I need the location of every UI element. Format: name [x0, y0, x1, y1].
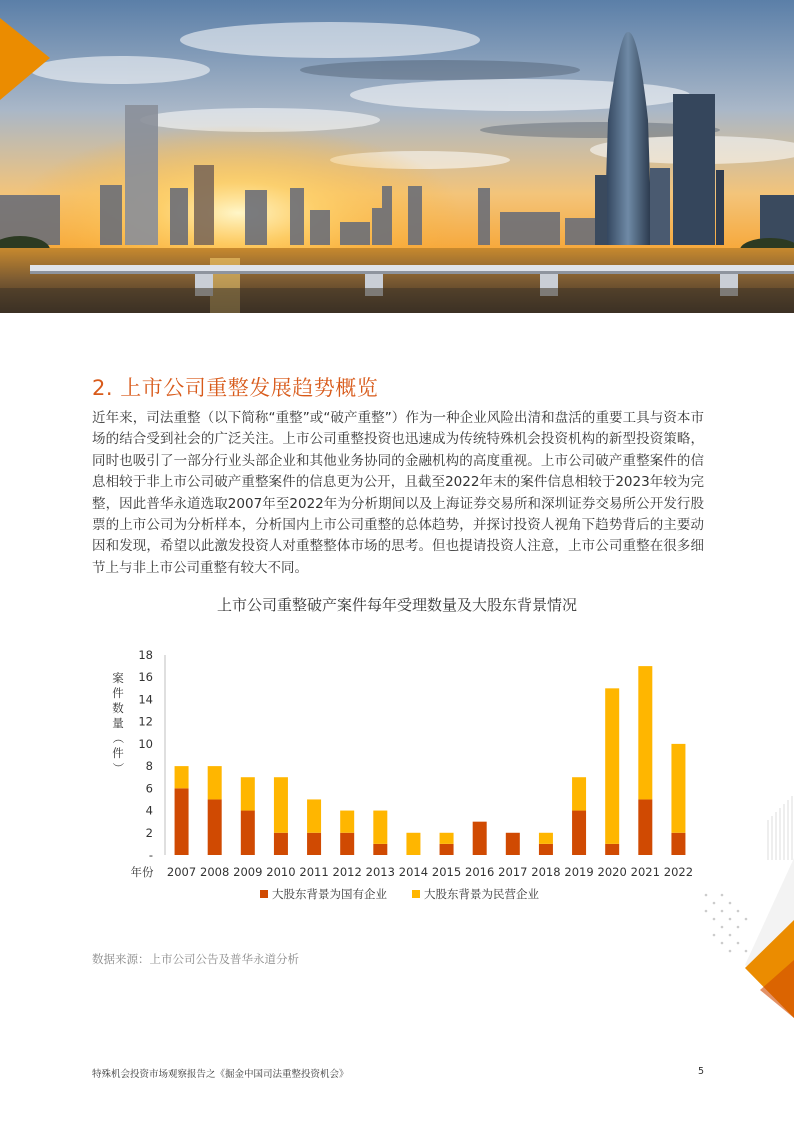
x-tick-label: 2020	[597, 865, 627, 879]
x-tick-label: 2014	[398, 865, 429, 879]
bar-soe-2011	[307, 833, 321, 855]
bar-soe-2007	[175, 788, 189, 855]
chart-svg	[100, 640, 700, 915]
bar-soe-2015	[440, 844, 454, 855]
x-tick-label: 2015	[431, 865, 462, 879]
x-tick-label: 2008	[200, 865, 230, 879]
x-tick-label: 2022	[663, 865, 694, 879]
bar-soe-2018	[539, 844, 553, 855]
y-tick-label: 18	[138, 648, 153, 662]
x-tick-label: 2011	[299, 865, 329, 879]
footer-report-title: 特殊机会投资市场观察报告之《掘金中国司法重整投资机会》	[92, 1069, 349, 1080]
y-axis-label-char: 案	[112, 671, 124, 685]
bar-soe-2017	[506, 833, 520, 855]
y-tick-label: 6	[145, 781, 153, 796]
y-tick-label: 16	[138, 670, 153, 685]
y-axis-label-char: 量	[112, 716, 124, 730]
bar-soe-2013	[373, 844, 387, 855]
y-axis-label-char: 件	[112, 746, 124, 760]
bar-private-2009	[241, 777, 255, 810]
bar-soe-2016	[473, 822, 487, 855]
bar-soe-2009	[241, 811, 255, 855]
x-tick-label: 2009	[233, 865, 263, 879]
y-tick-label: 14	[138, 692, 153, 707]
bar-private-2011	[307, 799, 321, 832]
bar-soe-2020	[605, 844, 619, 855]
bar-private-2007	[175, 766, 189, 788]
bar-private-2014	[406, 833, 420, 855]
y-axis-label-char: （	[111, 732, 125, 744]
legend-swatch-soe	[260, 890, 268, 898]
x-tick-label: 2013	[365, 865, 395, 879]
bar-soe-2010	[274, 833, 288, 855]
legend-swatch-private	[412, 890, 420, 898]
y-axis-label-char: 件	[112, 686, 124, 700]
y-tick-label: 10	[138, 736, 153, 751]
legend-label-soe: 大股东背景为国有企业	[272, 887, 387, 901]
bar-private-2010	[274, 777, 288, 833]
bar-private-2021	[638, 666, 652, 799]
bar-soe-2012	[340, 833, 354, 855]
y-tick-label: -	[148, 848, 153, 862]
bar-private-2018	[539, 833, 553, 844]
y-axis-label-char: ）	[111, 762, 125, 774]
y-axis-label-char: 数	[112, 701, 124, 715]
bar-soe-2008	[208, 799, 222, 855]
data-source-note: 数据来源：上市公司公告及普华永道分析	[92, 952, 299, 966]
bar-private-2020	[605, 688, 619, 844]
chart-title: 上市公司重整破产案件每年受理数量及大股东背景情况	[216, 596, 577, 614]
bar-private-2015	[440, 833, 454, 844]
y-tick-label: 4	[145, 803, 153, 818]
body-paragraph: 近年来，司法重整（以下简称“重整”或“破产重整”）作为一种企业风险出清和盘活的重要工具与资本市场的结合受到社会的广泛关注。上市公司重整投资也迅速成为传统特殊机会投资机构的新型投资策略，同时也吸引了一部分行业头部企业和其他业务协同的金融机构的高度重视。上市公司破产重整案件的信息相较于非上市公司破产重整案件的信息更为公开，且截至2022年末的案件信息相较于2023年较为完整，因此普华永道选取2007年至2022年为分析期间以及上海证券交易所和深圳证券交易所公开发行股票的上市公司为分析样本，分析国内上市公司重整的总体趋势，并探讨投资人视角下趋势背后的主要动因和发现，希望以此激发投资人对重整整体市场的思考。但也提请投资人注意，上市公司重整在很多细节上与非上市公司重整有较大不同。	[92, 410, 704, 576]
bar-private-2022	[671, 744, 685, 833]
legend-label-private: 大股东背景为民营企业	[424, 887, 539, 901]
y-tick-label: 8	[145, 759, 153, 774]
stacked-bar-chart	[100, 640, 700, 919]
y-tick-label: 12	[138, 714, 153, 729]
x-tick-label: 2016	[465, 865, 495, 879]
x-tick-label: 2007	[166, 865, 197, 879]
bar-private-2008	[208, 766, 222, 799]
bar-private-2013	[373, 811, 387, 844]
bar-private-2019	[572, 777, 586, 810]
bar-soe-2019	[572, 811, 586, 855]
x-tick-label: 2012	[332, 865, 362, 879]
y-tick-label: 2	[145, 825, 153, 840]
bar-private-2012	[340, 811, 354, 833]
bar-soe-2021	[638, 799, 652, 855]
x-tick-label: 2018	[531, 865, 561, 879]
x-tick-label: 2017	[498, 865, 528, 879]
x-tick-label: 2019	[564, 865, 594, 879]
x-tick-label: 2021	[630, 865, 660, 879]
page-number: 5	[698, 1066, 705, 1077]
x-axis-label: 年份	[130, 865, 154, 879]
section-title: 2. 上市公司重整发展趋势概览	[92, 376, 379, 400]
x-tick-label: 2010	[266, 865, 296, 879]
bar-soe-2022	[671, 833, 685, 855]
